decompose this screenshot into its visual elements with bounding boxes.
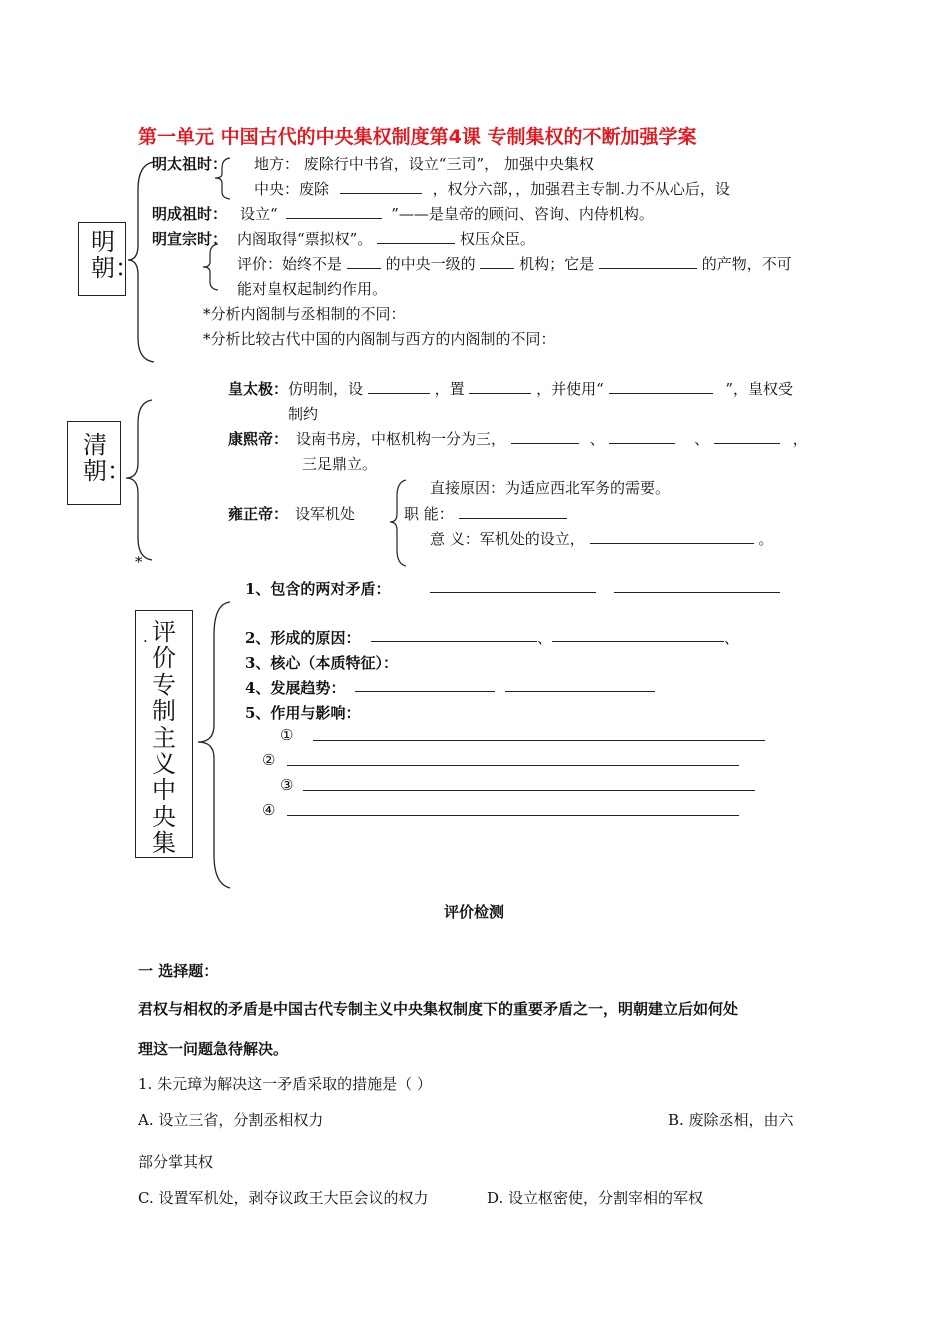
section-heading: 一 选择题： (138, 962, 219, 980)
huangtaiji-line2: 制约 (288, 405, 319, 423)
huangtaiji-text-d: ”，皇权受 (725, 380, 794, 398)
intro-line-2: 理这一问题急待解决。 (138, 1040, 289, 1058)
option-c[interactable]: C. 设置军机处，剥夺议政王大臣会议的权力 (138, 1189, 429, 1207)
blank-fill[interactable] (371, 641, 537, 642)
xuanzong-label: 明宣宗时： (152, 230, 228, 248)
blank-fill[interactable] (355, 691, 495, 692)
blank-fill[interactable] (552, 641, 724, 642)
evaluation-brace (196, 600, 232, 890)
kangxi-line (296, 428, 808, 449)
star-mark: * (135, 553, 143, 571)
pingjia-line (237, 253, 792, 274)
taizu-label: 明太祖时： (152, 155, 228, 173)
pingjia-text-d: 的产物，不可 (701, 255, 792, 273)
ming-box-label: 明朝： (91, 228, 139, 283)
zhongyang-text-a: 中央：废除 (254, 180, 330, 198)
blank-fill[interactable] (614, 592, 780, 593)
blank-fill[interactable] (714, 429, 780, 444)
question-1: 1. 朱元璋为解决这一矛盾采取的措施是（ ） (138, 1075, 432, 1093)
direct-cause: 直接原因：为适应西北军务的需要。 (430, 479, 671, 497)
difang-line: 地方： 废除行中书省，设立“三司”， 加强中央集权 (254, 155, 594, 173)
zhongyang-text-b: ，权分六部，，加强君主专制.力不从心后，设 (432, 180, 730, 198)
yongzheng-label: 雍正帝： (228, 505, 289, 523)
pingjia-text-a: 评价：始终不是 (237, 255, 343, 273)
blank-fill[interactable] (609, 429, 675, 444)
kangxi-line2: 三足鼎立。 (302, 455, 378, 473)
item-4: 4、发展趋势： (245, 679, 346, 697)
blank-fill[interactable] (469, 379, 531, 394)
yiyi-label: 意 义：军机处的设立， (430, 530, 585, 548)
kangxi-sep-1: 、 (589, 430, 605, 448)
circle-3: ③ (280, 776, 294, 794)
huangtaiji-text-b: ，置 (434, 380, 465, 398)
item-2: 2、形成的原因： (245, 629, 361, 647)
zhineng-line (404, 503, 567, 524)
qing-box-label: 清朝： (83, 431, 131, 486)
zhineng-label: 职 能： (404, 505, 454, 523)
blank-fill[interactable] (368, 379, 430, 394)
qing-box (67, 421, 131, 505)
blank-fill[interactable] (347, 254, 381, 269)
option-d[interactable]: D. 设立枢密使，分割宰相的军权 (487, 1189, 704, 1207)
blank-fill[interactable] (590, 529, 754, 544)
blank-fill[interactable] (609, 379, 713, 394)
option-b[interactable]: B. 废除丞相，由六 (668, 1111, 794, 1129)
blank-fill[interactable] (286, 204, 382, 219)
pingjia-text-b: 的中央一级的 (385, 255, 476, 273)
kangxi-sep-2: 、 (694, 430, 710, 448)
qing-brace (124, 398, 154, 563)
circle-1: ① (280, 726, 294, 744)
evaluation-box (135, 610, 193, 858)
blank-fill[interactable] (505, 691, 655, 692)
neige-text-a: 内阁取得“票拟权”。 (237, 230, 373, 248)
yiyi-end: 。 (758, 530, 774, 548)
blank-fill[interactable] (303, 790, 755, 791)
blank-fill[interactable] (459, 504, 567, 519)
kangxi-text-a: 设南书房，中枢机构一分为三， (296, 430, 507, 448)
ming-box (78, 222, 139, 296)
kangxi-label: 康熙帝： (228, 430, 289, 448)
kangxi-sep-3: ， (792, 430, 808, 448)
pingjia-text-c: 机构；它是 (519, 255, 595, 273)
option-b-cont: 部分掌其权 (138, 1153, 214, 1171)
neige-text-b: 权压众臣。 (459, 230, 535, 248)
blank-fill[interactable] (511, 429, 579, 444)
yongzheng-text: 设军机处 (295, 505, 356, 523)
blank-fill[interactable] (287, 765, 739, 766)
ming-brace (126, 160, 156, 365)
page-title: 第一单元 中国古代的中央集权制度第4课 专制集权的不断加强学案 (138, 126, 697, 148)
chengzu-label: 明成祖时： (152, 205, 228, 223)
huangtaiji-text-a: 仿明制，设 (288, 380, 364, 398)
zhongyang-line (254, 178, 730, 199)
test-heading: 评价检测 (444, 903, 505, 921)
shezhi-text-b: ”——是皇帝的顾问、咨询、内侍机构。 (391, 205, 654, 223)
circle-2: ② (262, 751, 276, 769)
analyze-1: *分析内阁制与丞相制的不同： (203, 305, 406, 323)
blank-fill[interactable] (340, 179, 422, 194)
item-3: 3、核心（本质特征）： (245, 654, 398, 672)
huangtaiji-label: 皇太极： (228, 380, 289, 398)
item-5: 5、作用与影响： (245, 704, 361, 722)
circle-4: ④ (262, 801, 276, 819)
item-1: 1、包含的两对矛盾： (245, 580, 391, 598)
blank-fill[interactable] (287, 815, 739, 816)
neige-line (237, 228, 535, 249)
evaluation-box-label: 评价专制主义中央集 (152, 618, 176, 858)
blank-fill[interactable] (313, 740, 765, 741)
xuanzong-brace (200, 242, 220, 292)
yiyi-line (430, 528, 773, 549)
option-a[interactable]: A. 设立三省，分割丞相权力 (138, 1111, 324, 1129)
blank-fill[interactable] (599, 254, 697, 269)
item-2-sep-1: 、 (537, 629, 553, 647)
huangtaiji-text-c: ，并使用“ (536, 380, 604, 398)
intro-line-1: 君权与相权的矛盾是中国古代专制主义中央集权制度下的重要矛盾之一，明朝建立后如何处 (138, 1000, 739, 1018)
pingjia-line2: 能对皇权起制约作用。 (237, 280, 388, 298)
shezhi-line (240, 203, 654, 224)
huangtaiji-line (288, 378, 793, 399)
analyze-2: *分析比较古代中国的内阁制与西方的内阁制的不同： (203, 330, 556, 348)
blank-fill[interactable] (377, 229, 455, 244)
blank-fill[interactable] (430, 592, 596, 593)
item-2-sep-2: 、 (724, 629, 740, 647)
evaluation-dot: . (143, 628, 148, 646)
blank-fill[interactable] (480, 254, 514, 269)
shezhi-text-a: 设立“ (240, 205, 278, 223)
